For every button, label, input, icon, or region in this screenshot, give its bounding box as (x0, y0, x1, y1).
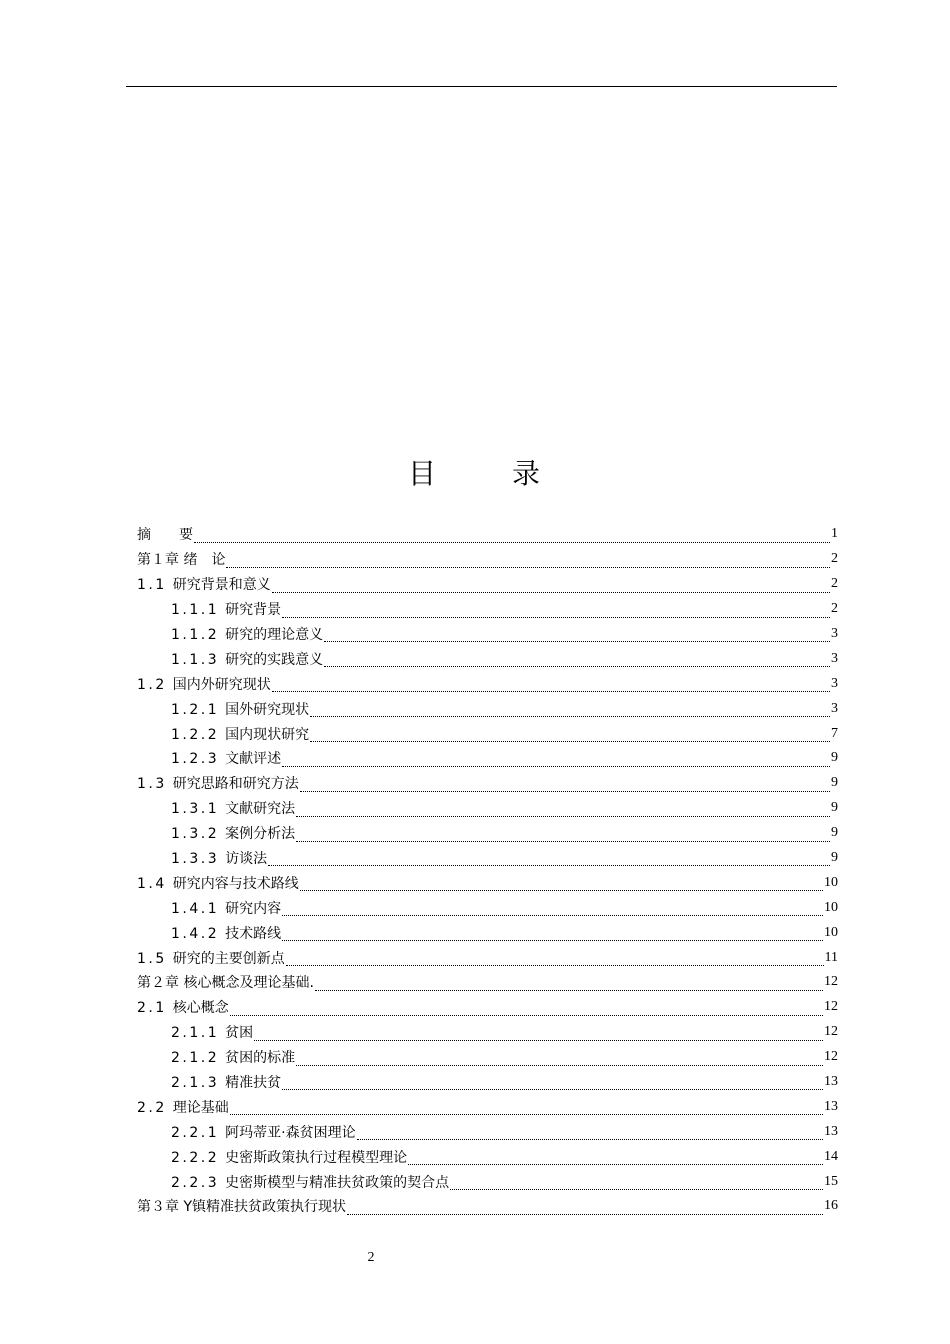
toc-entry[interactable] (137, 846, 838, 871)
toc-entry-text: 第２章 核心概念及理论基础. (137, 975, 314, 992)
toc-entry[interactable] (137, 995, 838, 1020)
toc-entry-number: 2.2.1 (171, 1124, 220, 1141)
toc-entry-text: 研究的实践意义 (225, 651, 324, 668)
toc-entry-page: 3 (831, 626, 838, 641)
toc-entry-label (171, 923, 281, 943)
toc-entry-label (137, 1196, 346, 1216)
toc-entry[interactable] (137, 522, 838, 547)
toc-entry[interactable] (137, 597, 838, 622)
toc-entry-label (171, 649, 323, 669)
toc-entry-label (137, 524, 193, 544)
toc-entry-page: 3 (831, 700, 838, 716)
toc-entry-label (137, 972, 314, 992)
toc-entry-number: 1.1.3 (171, 651, 220, 668)
toc-entry-label (137, 674, 271, 694)
toc-leader-dots (300, 777, 830, 792)
toc-entry[interactable] (137, 671, 838, 696)
toc-entry-page: 16 (824, 1198, 838, 1214)
toc-entry-text: 国内现状研究 (225, 726, 310, 743)
toc-entry-number: 1.3 (137, 776, 167, 793)
toc-entry[interactable] (137, 945, 838, 970)
toc-entry[interactable] (137, 746, 838, 771)
toc-entry-number: 1.1.2 (171, 627, 220, 643)
toc-entry-label (137, 773, 299, 793)
toc-leader-dots (286, 951, 824, 966)
toc-entry-text: 案例分析法 (225, 826, 296, 843)
toc-entry-text: 摘 要 (137, 527, 193, 544)
toc-entry-page: 3 (831, 650, 838, 666)
toc-entry-text: 研究背景 (225, 602, 282, 619)
toc-leader-dots (450, 1175, 823, 1190)
toc-entry-number: 1.4.1 (171, 900, 220, 917)
toc-entry[interactable] (137, 920, 838, 945)
toc-entry[interactable] (137, 1020, 838, 1045)
toc-entry-number: 1.4 (137, 875, 167, 892)
toc-entry-number: 1.2.3 (171, 751, 220, 768)
toc-entry-label (171, 1072, 281, 1092)
toc-leader-dots (272, 677, 830, 692)
table-of-contents (137, 522, 838, 1219)
toc-entry-label (171, 724, 309, 744)
toc-entry-page: 1 (831, 526, 838, 542)
toc-entry-label (137, 549, 225, 569)
toc-entry-page: 2 (831, 576, 838, 592)
toc-entry[interactable] (137, 1070, 838, 1095)
toc-leader-dots (310, 727, 830, 742)
toc-entry[interactable] (137, 1194, 838, 1219)
toc-entry-page: 10 (824, 924, 838, 940)
toc-entry-text: 国外研究现状 (225, 701, 310, 718)
toc-leader-dots (230, 1001, 823, 1016)
toc-entry-page: 12 (824, 974, 838, 990)
footer-page-number: 2 (367, 1250, 375, 1265)
toc-entry-text: 核心概念 (172, 1000, 229, 1017)
toc-entry-text: 国内外研究现状 (172, 676, 271, 693)
toc-entry-text: 技术路线 (225, 925, 282, 942)
toc-entry-text: 贫困 (225, 1025, 254, 1042)
toc-entry-page: 10 (824, 874, 838, 890)
toc-leader-dots (272, 578, 830, 593)
toc-entry-page: 2 (831, 551, 838, 567)
toc-entry-label (171, 599, 281, 619)
toc-leader-dots (300, 876, 823, 891)
toc-entry-text: 文献研究法 (225, 801, 296, 818)
toc-leader-dots (324, 652, 830, 667)
toc-entry-text: 第３章 Y镇精准扶贫政策执行现状 (137, 1199, 347, 1216)
toc-entry-page: 13 (824, 1098, 838, 1114)
toc-entry-page: 9 (831, 850, 838, 866)
toc-entry[interactable] (137, 696, 838, 721)
toc-entry-page: 9 (831, 775, 838, 791)
toc-leader-dots (282, 603, 830, 618)
toc-entry-number: 1.2 (137, 676, 167, 693)
toc-entry-text: 史密斯政策执行过程模型理论 (225, 1149, 408, 1166)
toc-entry-label (171, 823, 295, 843)
toc-leader-dots (324, 627, 830, 642)
toc-title-right: 录 (512, 457, 543, 490)
toc-entry[interactable] (137, 622, 838, 647)
toc-entry-number: 1.4.2 (171, 925, 220, 942)
toc-entry-page: 13 (824, 1123, 838, 1139)
toc-leader-dots (254, 1026, 823, 1041)
toc-entry-number: 2.2.2 (171, 1149, 220, 1166)
toc-entry-text: 研究思路和研究方法 (172, 776, 299, 793)
toc-entry-label (137, 997, 229, 1017)
toc-entry[interactable] (137, 796, 838, 821)
toc-entry-label (171, 1047, 295, 1067)
toc-leader-dots (282, 901, 823, 916)
toc-entry-page: 2 (831, 601, 838, 617)
toc-leader-dots (226, 553, 830, 568)
toc-leader-dots (296, 827, 830, 842)
toc-entry[interactable] (137, 646, 838, 671)
toc-entry-text: 研究的理论意义 (225, 627, 324, 643)
toc-entry-page: 11 (824, 949, 838, 965)
toc-leader-dots (347, 1200, 823, 1215)
toc-entry-number: 2.2.3 (171, 1174, 220, 1191)
toc-entry-number: 1.2.2 (171, 726, 220, 743)
toc-entry-text: 精准扶贫 (225, 1075, 282, 1092)
toc-leader-dots (296, 802, 830, 817)
toc-entry-number: 2.1 (137, 1000, 167, 1017)
toc-entry-label (171, 748, 281, 768)
toc-entry-number: 2.1.3 (171, 1075, 220, 1092)
toc-entry-label (171, 1147, 407, 1167)
toc-entry[interactable] (137, 771, 838, 796)
toc-entry-page: 3 (831, 675, 838, 691)
toc-entry[interactable] (137, 821, 838, 846)
toc-entry-number: 2.1.2 (171, 1050, 220, 1067)
toc-entry-number: 1.1 (137, 577, 167, 594)
toc-entry-label (171, 699, 309, 719)
toc-entry-number: 1.3.3 (171, 851, 220, 868)
toc-entry-text: 阿玛蒂亚·森贫困理论 (225, 1124, 356, 1141)
toc-entry-text: 研究的主要创新点 (172, 950, 285, 967)
toc-entry-text: 理论基础 (172, 1099, 229, 1116)
header-rule (126, 86, 837, 87)
toc-entry-label (137, 873, 299, 893)
toc-entry-label (171, 624, 323, 644)
toc-entry-text: 研究内容与技术路线 (172, 875, 299, 892)
toc-entry-number: 2.1.1 (171, 1025, 220, 1042)
toc-entry[interactable] (137, 547, 838, 572)
toc-entry-text: 访谈法 (225, 851, 268, 868)
toc-entry-label (171, 848, 267, 868)
toc-entry[interactable] (137, 870, 838, 895)
toc-entry-label (137, 948, 285, 968)
toc-entry-page: 12 (824, 999, 838, 1015)
toc-entry-text: 文献评述 (225, 751, 282, 768)
toc-entry[interactable] (137, 1119, 838, 1144)
toc-entry-text: 研究背景和意义 (172, 577, 271, 594)
toc-leader-dots (282, 752, 830, 767)
toc-title (0, 452, 950, 492)
toc-entry-page: 9 (831, 750, 838, 766)
toc-entry-page: 9 (831, 825, 838, 841)
toc-entry-page: 9 (831, 800, 838, 816)
toc-entry[interactable] (137, 721, 838, 746)
toc-entry[interactable] (137, 1144, 838, 1169)
toc-leader-dots (194, 528, 830, 543)
toc-entry-text: 研究内容 (225, 900, 282, 917)
toc-entry-label (137, 1097, 229, 1117)
toc-entry-page: 14 (824, 1148, 838, 1164)
toc-leader-dots (268, 851, 830, 866)
toc-entry-label (137, 574, 271, 594)
toc-entry-page: 12 (824, 1049, 838, 1065)
toc-leader-dots (282, 1075, 823, 1090)
toc-leader-dots (408, 1150, 823, 1165)
toc-entry[interactable] (137, 1045, 838, 1070)
toc-entry-page: 10 (824, 899, 838, 915)
toc-entry[interactable] (137, 1169, 838, 1194)
toc-entry-number: 1.3.2 (171, 826, 220, 843)
toc-leader-dots (296, 1051, 823, 1066)
toc-entry[interactable] (137, 572, 838, 597)
toc-leader-dots (310, 702, 830, 717)
toc-leader-dots (282, 926, 823, 941)
toc-leader-dots (230, 1100, 823, 1115)
toc-entry-page: 7 (831, 725, 838, 741)
toc-entry-number: 1.2.1 (171, 701, 220, 718)
toc-entry[interactable] (137, 895, 838, 920)
toc-leader-dots (315, 976, 823, 991)
toc-entry-number: 1.5 (137, 950, 167, 967)
toc-entry-page: 15 (824, 1173, 838, 1189)
toc-entry-number: 1.3.1 (171, 801, 220, 818)
toc-entry-page: 13 (824, 1074, 838, 1090)
toc-leader-dots (357, 1125, 823, 1140)
toc-entry-label (171, 798, 295, 818)
toc-entry-text: 史密斯模型与精准扶贫政策的契合点 (225, 1174, 450, 1191)
toc-entry-text: 第１章 绪 论 (137, 552, 226, 569)
toc-entry-text: 贫困的标准 (225, 1050, 296, 1067)
toc-entry-page: 12 (824, 1024, 838, 1040)
toc-title-left: 目 (407, 457, 438, 490)
toc-entry-label (171, 1022, 253, 1042)
toc-entry-label (171, 1122, 356, 1142)
toc-entry-number: 1.1.1 (171, 602, 220, 619)
toc-entry-label (171, 898, 281, 918)
toc-entry-number: 2.2 (137, 1099, 167, 1116)
toc-entry-label (171, 1172, 449, 1192)
toc-entry[interactable] (137, 970, 838, 995)
toc-entry[interactable] (137, 1094, 838, 1119)
